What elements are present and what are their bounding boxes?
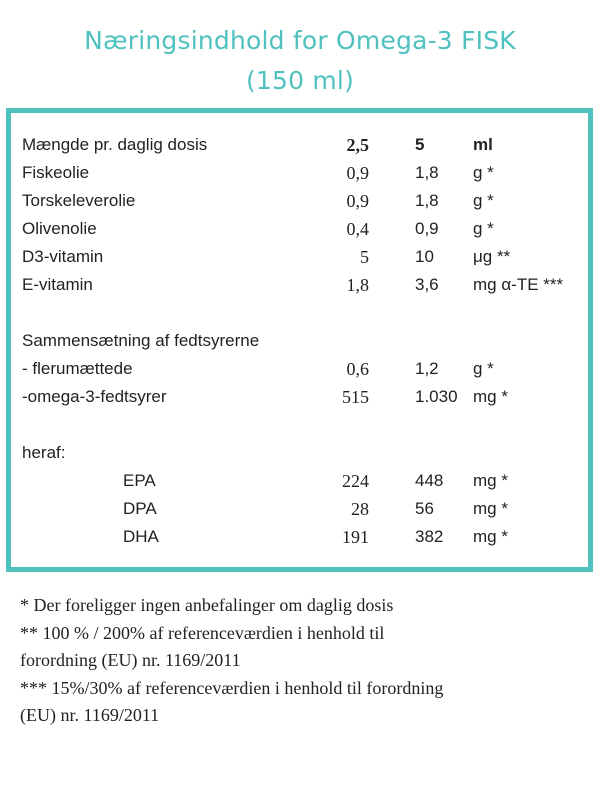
table-row — [11, 471, 588, 497]
row-value-small: 5 — [360, 247, 369, 267]
nutrition-table — [6, 108, 593, 572]
footnote-line: forordning (EU) nr. 1169/2011 — [20, 650, 241, 671]
row-value-small: 0,6 — [346, 359, 369, 379]
row-value-small: 0,4 — [346, 219, 369, 239]
table-row — [11, 359, 588, 385]
composition-heading: Sammensætning af fedtsyrerne — [22, 331, 260, 350]
table-row — [11, 387, 588, 413]
row-label: E-vitamin — [22, 275, 93, 294]
footnote-line: (EU) nr. 1169/2011 — [20, 705, 160, 726]
row-unit: g * — [473, 163, 494, 182]
header-dose-small: 2,5 — [346, 135, 369, 155]
row-value-small: 515 — [342, 387, 369, 407]
composition-heading-row — [11, 331, 588, 357]
row-value-small: 0,9 — [346, 163, 369, 183]
footnotes — [20, 592, 590, 730]
row-label: DHA — [123, 527, 159, 546]
row-value-large: 1,2 — [415, 359, 439, 378]
row-value-small: 191 — [342, 527, 369, 547]
row-label: Torskeleverolie — [22, 191, 136, 210]
row-label: -omega-3-fedtsyrer — [22, 387, 167, 406]
footnote-line: ** 100 % / 200% af referenceværdien i henhold til — [20, 622, 385, 643]
table-row — [11, 163, 588, 189]
heraf-heading-row — [11, 443, 588, 469]
row-unit: μg ** — [473, 247, 511, 266]
row-unit: g * — [473, 191, 494, 210]
row-unit: mg * — [473, 499, 508, 518]
header-unit: ml — [473, 135, 493, 154]
row-unit: mg α-TE *** — [473, 275, 564, 294]
table-header-row — [11, 135, 588, 161]
row-label: Olivenolie — [22, 219, 97, 238]
row-label: D3-vitamin — [22, 247, 104, 266]
row-value-large: 1,8 — [415, 163, 439, 182]
table-row — [11, 247, 588, 273]
footnote-line: *** 15%/30% af referenceværdien i henhold til forordning — [20, 677, 444, 698]
table-row — [11, 219, 588, 245]
heraf-label: heraf: — [22, 443, 66, 462]
row-unit: g * — [473, 219, 494, 238]
row-value-large: 382 — [415, 527, 444, 546]
row-value-small: 28 — [351, 499, 369, 519]
row-value-small: 1,8 — [346, 275, 369, 295]
row-value-large: 10 — [415, 247, 434, 266]
row-value-large: 3,6 — [415, 275, 439, 294]
row-value-large: 0,9 — [415, 219, 439, 238]
row-unit: mg * — [473, 471, 508, 490]
table-row — [11, 275, 588, 301]
row-value-large: 1,8 — [415, 191, 439, 210]
row-label: Fiskeolie — [22, 163, 90, 182]
page-title: Næringsindhold for Omega-3 FISK — [84, 26, 516, 55]
row-value-large: 448 — [415, 471, 444, 490]
row-value-large: 1.030 — [415, 387, 458, 406]
page-subtitle: (150 ml) — [245, 66, 355, 95]
row-label: - flerumættede — [22, 359, 133, 378]
table-row — [11, 191, 588, 217]
row-label: DPA — [123, 499, 157, 518]
row-unit: g * — [473, 359, 494, 378]
header-label: Mængde pr. daglig dosis — [22, 135, 208, 154]
table-row — [11, 527, 588, 553]
table-row — [11, 499, 588, 525]
header-dose-large: 5 — [415, 135, 425, 154]
row-unit: mg * — [473, 387, 508, 406]
row-unit: mg * — [473, 527, 508, 546]
row-label: EPA — [123, 471, 156, 490]
row-value-large: 56 — [415, 499, 434, 518]
row-value-small: 0,9 — [346, 191, 369, 211]
footnote-line: * Der foreligger ingen anbefalinger om daglig dosis — [20, 595, 394, 615]
row-value-small: 224 — [342, 471, 369, 491]
